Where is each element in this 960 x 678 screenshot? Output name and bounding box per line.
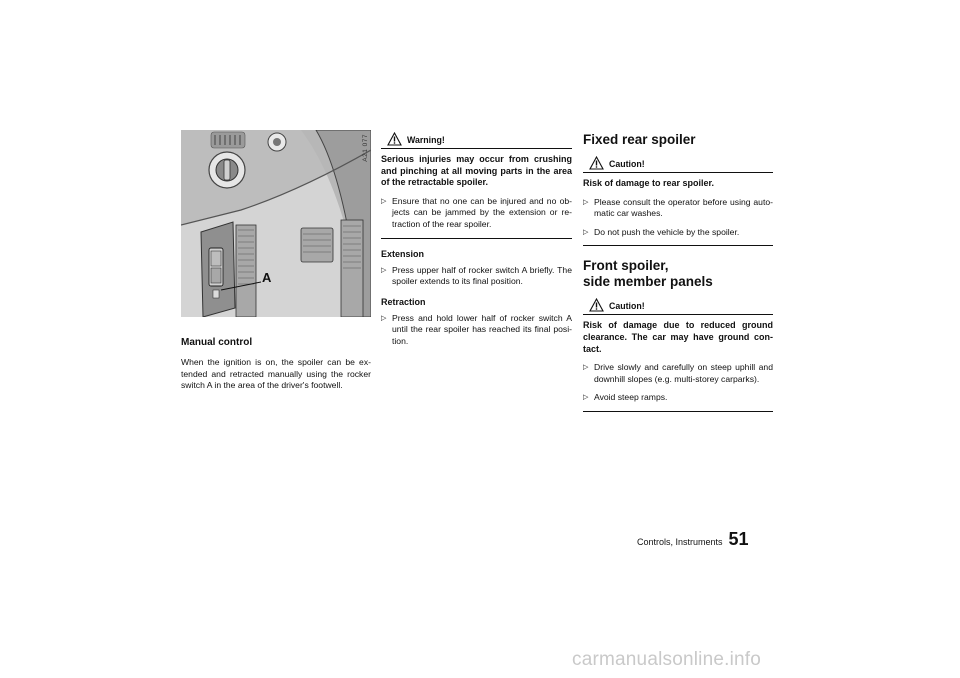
caution-title: Caution!: [609, 301, 645, 312]
caution-item-text: Do not push the vehicle by the spoiler.: [594, 226, 740, 237]
caution-lead: Risk of damage to rear spoiler.: [583, 178, 715, 188]
fixed-rear-spoiler-heading: Fixed rear spoiler: [583, 132, 696, 147]
caution-header: [583, 298, 773, 315]
watermark: carmanualsonline.info: [572, 649, 762, 670]
page-number: 51: [728, 529, 749, 549]
retraction-label: Retraction: [381, 296, 426, 307]
bullet-arrow-icon: ▷: [583, 394, 589, 402]
bullet-arrow-icon: ▷: [583, 228, 589, 236]
page-footer: [637, 530, 749, 548]
illustration-reference-code: A21 077: [362, 134, 369, 162]
warning-header: [381, 132, 572, 149]
extension-text: Press upper half of rocker switch A briefly. The spoiler extends to its final position.: [392, 264, 572, 287]
bullet-arrow-icon: ▷: [381, 197, 387, 205]
warning-item-text: Ensure that no one can be injured and no ob-jects can be jammed by the extension or re-traction of the rear spoiler.: [392, 195, 572, 229]
list-item: [583, 197, 773, 220]
warning-triangle-icon: [589, 298, 604, 312]
divider: [583, 245, 773, 246]
divider: [583, 411, 773, 412]
retraction-text: Press and hold lower half of rocker switch A until the rear spoiler has reached its final posi-tion.: [392, 312, 572, 346]
caution-item-text: Avoid steep ramps.: [594, 392, 668, 403]
front-spoiler-heading: [583, 258, 773, 290]
manual-control-heading: Manual control: [181, 337, 253, 348]
bullet-arrow-icon: ▷: [381, 266, 387, 274]
bullet-arrow-icon: ▷: [583, 364, 589, 372]
footwell-drawing: [181, 130, 371, 317]
list-item: [381, 265, 572, 288]
extension-label: Extension: [381, 248, 425, 259]
caution-header: [583, 156, 773, 173]
warning-lead: Serious injuries may occur from crushing and pinching at all moving parts in the area of the retractable spoiler.: [381, 154, 572, 188]
retractable-spoiler-section: [381, 132, 572, 355]
bullet-arrow-icon: ▷: [381, 314, 387, 322]
warning-triangle-icon: [387, 132, 402, 146]
list-item: [381, 313, 572, 348]
warning-triangle-icon: [589, 156, 604, 170]
warning-title: Warning!: [407, 135, 445, 145]
list-item: [583, 392, 773, 404]
front-spoiler-heading-line1: Front spoiler,: [583, 258, 669, 274]
caution-item-text: Drive slowly and carefully on steep uphill and downhill slopes (e.g. multi-storey carparks).: [594, 362, 773, 384]
caution-title: Caution!: [609, 159, 645, 169]
caution-item-text: Please consult the operator before using auto-matic car washes.: [594, 196, 773, 219]
list-item: [381, 196, 572, 231]
spoiler-info-section: [583, 132, 773, 412]
footwell-illustration: [181, 130, 371, 317]
caution-lead: Risk of damage due to reduced ground clearance. The car may have ground con-tact.: [583, 320, 773, 354]
divider: [381, 238, 572, 239]
manual-control-section: [181, 337, 371, 392]
list-item: [583, 362, 773, 385]
bullet-arrow-icon: ▷: [583, 198, 589, 206]
footer-section-label: Controls, Instruments: [637, 537, 723, 547]
callout-label-a: A: [262, 270, 272, 285]
manual-control-text: When the ignition is on, the spoiler can be ex-tended and retracted manually using the rocker switch A in the area of the driver's footwell.: [181, 357, 371, 391]
list-item: [583, 227, 773, 239]
front-spoiler-heading-line2: side member panels: [583, 274, 713, 290]
